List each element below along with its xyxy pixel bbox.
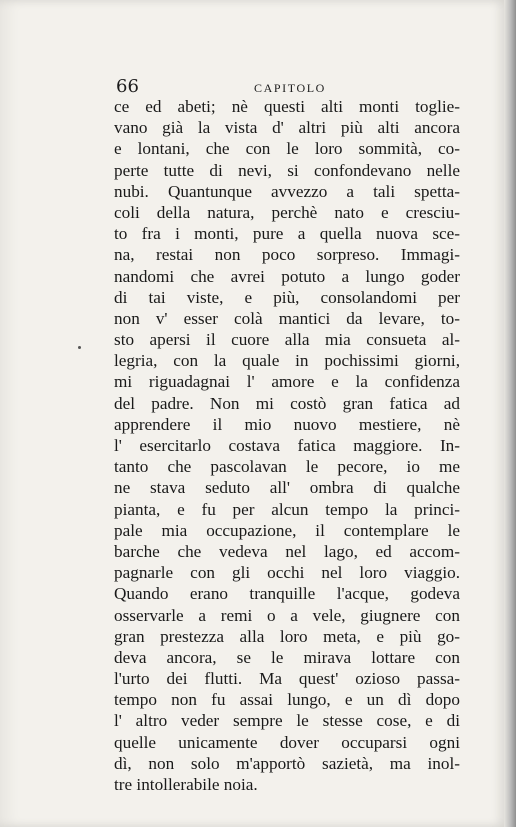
text-line: perte tutte di nevi, si confondevano nelle xyxy=(114,160,460,180)
text-line: barche che vedeva nel lago, ed accom- xyxy=(114,541,460,561)
text-line: sto apersi il cuore alla mia consueta al- xyxy=(114,330,460,350)
text-line: apprendere il mio nuovo mestiere, nè xyxy=(114,414,460,434)
text-line: coli della natura, perchè nato e cresciu- xyxy=(114,202,460,222)
text-line: l' esercitarlo costava fatica maggiore. In- xyxy=(114,436,460,455)
text-line: gran prestezza alla loro meta, e più go- xyxy=(114,626,460,646)
text-line: e lontani, che con le loro sommità, co- xyxy=(114,139,460,159)
text-line: di tai viste, e più, consolandomi per xyxy=(114,287,460,307)
text-line: na, restai non poco sorpreso. Immagi- xyxy=(114,245,460,265)
text-line: ne stava seduto all' ombra di qualche xyxy=(114,478,460,498)
text-line: legria, con la quale in pochissimi giorni, xyxy=(114,351,460,371)
text-line: tre intollerabile noia. xyxy=(114,775,258,794)
text-line: pagnarle con gli occhi nel loro viaggio. xyxy=(114,563,460,583)
text-line: l' altro veder sempre le stesse cose, e di xyxy=(114,711,460,731)
text-line: nandomi che avrei potuto a lungo goder xyxy=(114,266,460,286)
page-number: 66 xyxy=(116,76,139,97)
text-line: Quando erano tranquille l'acque, godeva xyxy=(114,584,460,604)
paper-speck xyxy=(78,346,81,349)
text-line: dì, non solo m'apportò sazietà, ma inol- xyxy=(114,753,460,773)
text-line: to fra i monti, pure a quella nuova sce- xyxy=(114,224,460,244)
book-spine-shadow xyxy=(504,0,516,827)
text-line: non v' esser colà mantici da levare, to- xyxy=(114,308,460,328)
page-header xyxy=(116,76,456,98)
text-line: tempo non fu assai lungo, e un dì dopo xyxy=(114,690,460,710)
text-line: mi riguadagnai l' amore e la confidenza xyxy=(114,372,460,392)
text-line: osservarle a remi o a vele, giugnere con xyxy=(114,605,460,625)
text-line: l'urto dei flutti. Ma quest' ozioso passa- xyxy=(114,669,460,689)
text-line: tanto che pascolavan le pecore, io me xyxy=(114,457,460,477)
text-line: quelle unicamente dover occuparsi ogni xyxy=(114,732,460,752)
text-line: pale mia occupazione, il contemplare le xyxy=(114,520,460,540)
text-line: nubi. Quantunque avvezzo a tali spetta- xyxy=(114,181,460,201)
body-text xyxy=(114,96,460,795)
text-line: del padre. Non mi costò gran fatica ad xyxy=(114,393,460,413)
running-head: CAPITOLO xyxy=(254,81,326,95)
text-line: vano già la vista d' altri più alti ancora xyxy=(114,118,460,138)
text-line: deva ancora, se le mirava lottare con xyxy=(114,647,460,667)
text-line: ce ed abeti; nè questi alti monti toglie- xyxy=(114,97,460,116)
text-line: pianta, e fu per alcun tempo la princi- xyxy=(114,499,460,519)
